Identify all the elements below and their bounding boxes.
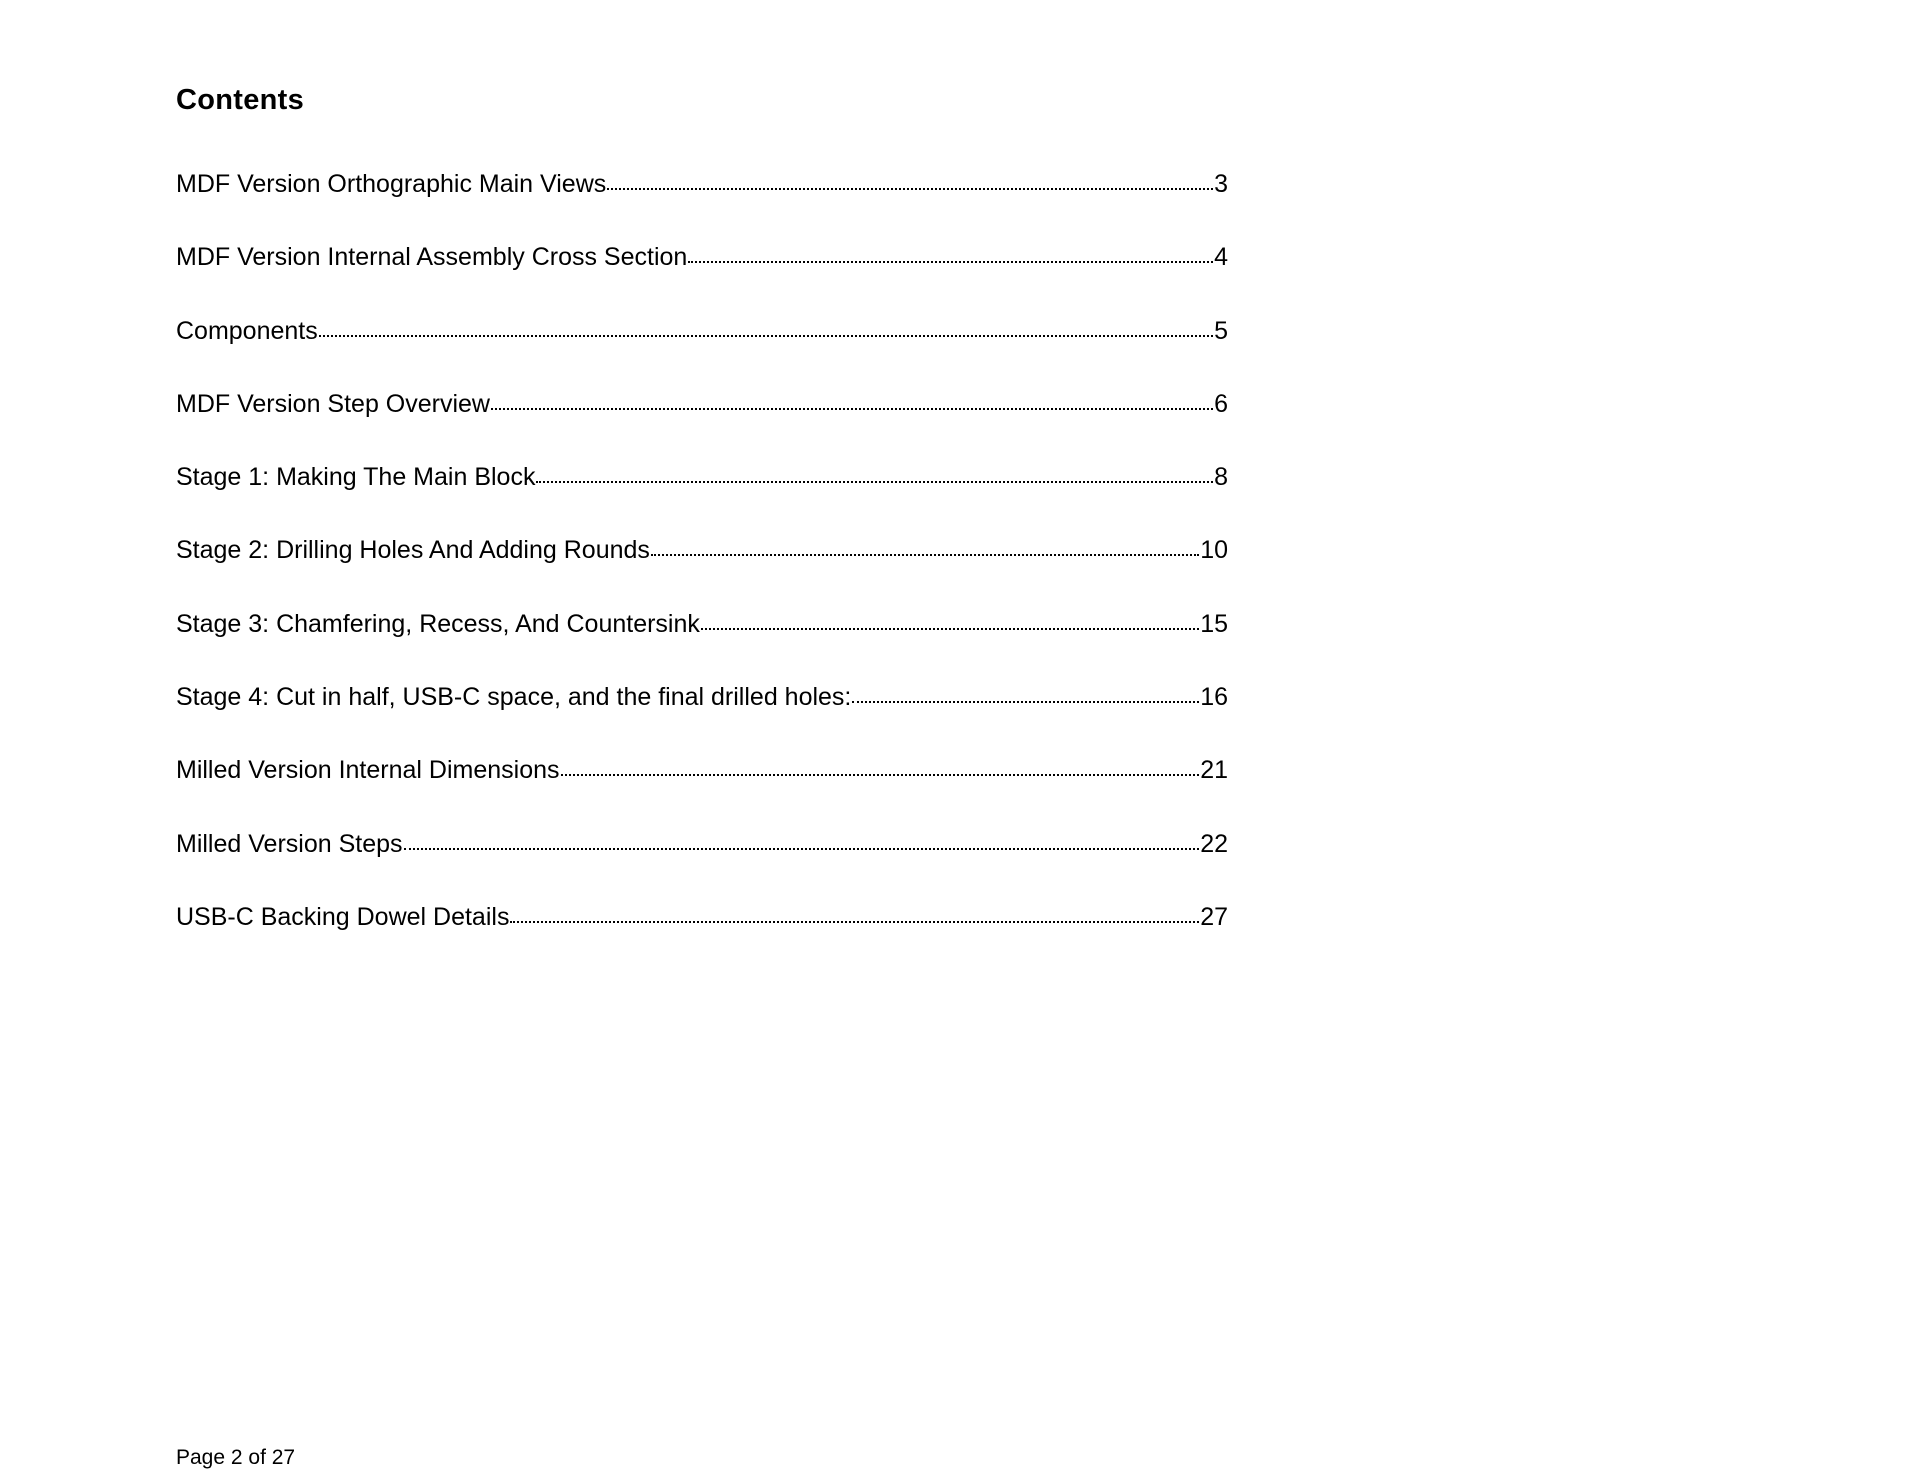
toc-dot-leader	[404, 848, 1200, 850]
toc-entry-page: 5	[1214, 316, 1228, 345]
toc-entry[interactable]	[176, 170, 1228, 243]
toc-dot-leader	[852, 701, 1199, 703]
toc-entry[interactable]	[176, 390, 1228, 463]
toc-dot-leader	[651, 554, 1199, 556]
toc-dot-leader	[491, 408, 1213, 410]
toc-entry-page: 8	[1214, 463, 1228, 492]
toc-entry-page: 4	[1214, 243, 1228, 272]
toc-entry-page: 21	[1200, 756, 1228, 785]
toc-entry[interactable]	[176, 683, 1228, 756]
toc-entry[interactable]	[176, 243, 1228, 316]
toc-entry-page: 6	[1214, 389, 1228, 418]
toc-entry-page: 10	[1200, 536, 1228, 565]
toc-entry-title: Stage 2: Drilling Holes And Adding Rounds	[176, 536, 650, 565]
toc-entry-title: Stage 4: Cut in half, USB-C space, and the final drilled holes:	[176, 683, 852, 712]
toc-heading: Contents	[176, 84, 305, 116]
toc-entry-title: Milled Version Steps	[176, 829, 403, 858]
toc-entry-title: Stage 1: Making The Main Block	[176, 463, 536, 492]
toc-dot-leader	[510, 921, 1199, 923]
toc-dot-leader	[561, 774, 1200, 776]
toc-entry-title: USB-C Backing Dowel Details	[176, 902, 510, 931]
toc-entry[interactable]	[176, 536, 1228, 609]
toc-entry-title: Milled Version Internal Dimensions	[176, 756, 560, 785]
toc-dot-leader	[319, 335, 1213, 337]
toc-list	[176, 170, 1228, 976]
page-footer: Page 2 of 27	[176, 1446, 296, 1469]
toc-entry-page: 22	[1200, 829, 1228, 858]
toc-entry-page: 27	[1200, 902, 1228, 931]
toc-entry-title: Components	[176, 316, 318, 345]
toc-entry-page: 15	[1200, 609, 1228, 638]
toc-dot-leader	[701, 628, 1199, 630]
toc-entry-title: MDF Version Internal Assembly Cross Section	[176, 243, 688, 272]
toc-entry[interactable]	[176, 756, 1228, 829]
toc-entry-page: 3	[1214, 170, 1228, 198]
toc-dot-leader	[607, 188, 1213, 190]
toc-dot-leader	[688, 261, 1213, 263]
toc-entry-title: MDF Version Orthographic Main Views	[176, 170, 607, 198]
toc-entry-title: Stage 3: Chamfering, Recess, And Countersink	[176, 609, 700, 638]
toc-dot-leader	[536, 481, 1213, 483]
toc-entry[interactable]	[176, 463, 1228, 536]
toc-entry-page: 16	[1200, 683, 1228, 712]
toc-entry-title: MDF Version Step Overview	[176, 389, 490, 418]
toc-entry[interactable]	[176, 830, 1228, 903]
toc-entry[interactable]	[176, 610, 1228, 683]
toc-entry[interactable]	[176, 317, 1228, 390]
toc-entry[interactable]	[176, 903, 1228, 976]
